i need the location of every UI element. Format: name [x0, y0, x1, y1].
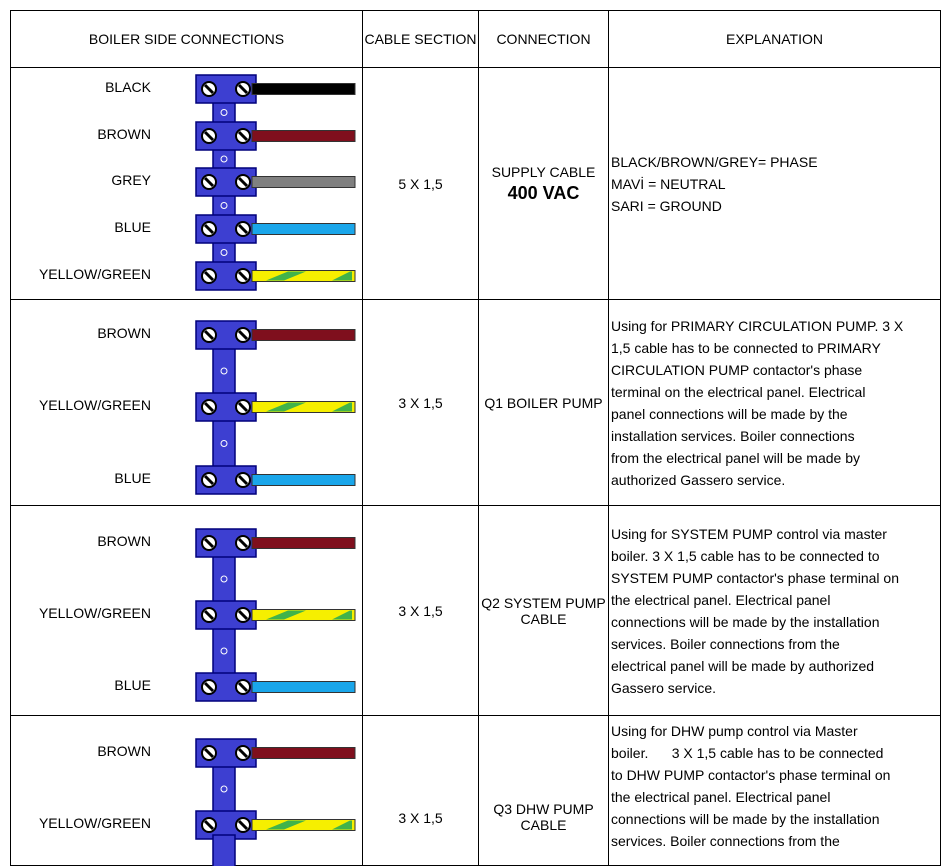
wire-label: BROWN — [97, 126, 151, 142]
table-row-q1 — [11, 300, 941, 506]
terminal-link — [213, 763, 235, 815]
explanation-line: connections will be made by the installation — [611, 811, 880, 827]
wire-blue — [252, 224, 355, 235]
wire-grey — [252, 177, 355, 188]
wire-label: BLUE — [114, 219, 151, 235]
connection-cell — [479, 68, 609, 300]
explanation-line: SARI = GROUND — [611, 197, 722, 214]
explanation-line: 1,5 cable has to be connected to PRIMARY — [611, 339, 881, 356]
connection-name: Q2 SYSTEM PUMP — [481, 594, 606, 611]
explanation-line: connections will be made by the installation — [611, 613, 880, 630]
explanation-line: installation services. Boiler connections — [611, 427, 855, 444]
wire-blue — [252, 682, 355, 693]
wire-brown — [252, 330, 355, 341]
explanation-line: services. Boiler connections from the — [611, 635, 840, 652]
explanation-line: boiler. 3 X 1,5 cable has to be connected to — [611, 547, 880, 564]
explanation-line: panel connections will be made by the — [611, 405, 848, 422]
wire-label: BLUE — [114, 470, 151, 486]
header-connection: CONNECTION — [479, 11, 609, 68]
cable-section: 3 X 1,5 — [363, 300, 479, 506]
explanation-line: terminal on the electrical panel. Electrical — [611, 383, 866, 400]
explanation-line: Using for SYSTEM PUMP control via master — [611, 525, 887, 542]
voltage-label: 400 VAC — [507, 182, 580, 203]
wire-label: YELLOW/GREEN — [38, 397, 151, 413]
terminal-link — [213, 553, 235, 605]
explanation-line: Using for PRIMARY CIRCULATION PUMP. 3 X — [611, 317, 904, 334]
wire-label: GREY — [111, 172, 151, 188]
boiler-connections-table — [10, 10, 941, 866]
header-boiler-side: BOILER SIDE CONNECTIONS — [11, 11, 363, 68]
table-row-supply — [11, 68, 941, 300]
cable-section: 3 X 1,5 — [363, 506, 479, 716]
explanation-line: Using for DHW pump control via Master — [611, 723, 858, 739]
header-row — [11, 11, 941, 68]
explanation-cell — [609, 300, 941, 506]
wire-label: BROWN — [97, 325, 151, 341]
connection-name: Q1 BOILER PUMP — [484, 394, 603, 411]
terminal-link — [213, 417, 235, 470]
explanation-line: boiler. 3 X 1,5 cable has to be connected — [611, 745, 884, 761]
terminal-block — [196, 529, 355, 701]
explanation-line: services. Boiler connections from the — [611, 833, 840, 849]
boiler-side-cell — [11, 300, 363, 506]
explanation-line: electrical panel will be made by authorized — [611, 657, 875, 674]
connection-cell — [479, 716, 609, 866]
wire-brown — [252, 748, 355, 759]
wire-label: BROWN — [97, 743, 151, 759]
boiler-side-cell — [11, 716, 363, 866]
wire-label: BLUE — [114, 677, 151, 693]
explanation-cell — [609, 716, 941, 866]
terminal-block — [196, 739, 355, 839]
header-cable-section: CABLE SECTION — [363, 11, 479, 68]
terminal-block — [196, 321, 355, 494]
connection-cell — [479, 506, 609, 716]
wire-black — [252, 84, 355, 95]
wire-brown — [252, 538, 355, 549]
cable-section: 5 X 1,5 — [363, 68, 479, 300]
explanation-cell — [609, 68, 941, 300]
table-row-q3 — [11, 716, 941, 866]
explanation-line: MAVİ = NEUTRAL — [611, 175, 726, 192]
explanation-line: the electrical panel. Electrical panel — [611, 789, 831, 805]
boiler-side-cell — [11, 506, 363, 716]
terminal-link — [213, 835, 235, 866]
terminal-block-partial — [213, 835, 235, 866]
connection-name: Q3 DHW PUMP — [493, 801, 594, 817]
terminal-link — [213, 625, 235, 677]
boiler-side-cell — [11, 68, 363, 300]
cable-section: 3 X 1,5 — [363, 716, 479, 866]
wire-blue — [252, 475, 355, 486]
connection-name: SUPPLY CABLE — [491, 163, 596, 180]
explanation-line: authorized Gassero service. — [611, 471, 786, 488]
connection-name-line2: CABLE — [520, 610, 567, 627]
connection-cell — [479, 300, 609, 506]
explanation-line: the electrical panel. Electrical panel — [611, 591, 831, 608]
explanation-line: CIRCULATION PUMP contactor's phase — [611, 361, 863, 378]
explanation-line: from the electrical panel will be made by — [611, 449, 861, 466]
explanation-line: to DHW PUMP contactor's phase terminal on — [611, 767, 891, 783]
wire-brown — [252, 131, 355, 142]
terminal-block — [196, 75, 355, 290]
explanation-line: BLACK/BROWN/GREY= PHASE — [611, 153, 818, 170]
table-row-q2 — [11, 506, 941, 716]
header-explanation: EXPLANATION — [609, 11, 941, 68]
explanation-cell — [609, 506, 941, 716]
wire-label: YELLOW/GREEN — [38, 815, 151, 831]
wire-label: BROWN — [97, 533, 151, 549]
connection-name-line2: CABLE — [520, 817, 567, 833]
wire-label: YELLOW/GREEN — [38, 266, 151, 282]
terminal-link — [213, 345, 235, 397]
explanation-line: SYSTEM PUMP contactor's phase terminal on — [611, 569, 899, 586]
terminal-block-diagram — [11, 716, 363, 866]
wire-label: YELLOW/GREEN — [38, 605, 151, 621]
wire-label: BLACK — [105, 79, 151, 95]
explanation-line: Gassero service. — [611, 679, 717, 696]
